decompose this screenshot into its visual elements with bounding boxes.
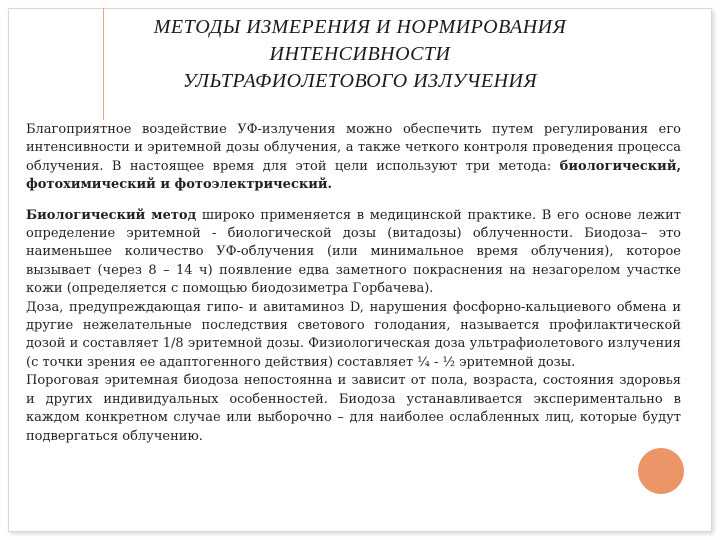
title-line-2: ИНТЕНСИВНОСТИ (269, 43, 451, 65)
title-accent-line (103, 8, 104, 120)
paragraph-threshold (26, 372, 681, 446)
paragraph-biological-text: широко применяется в медицинской практике. В его основе лежит определение эритемной - биологической дозы (витадозы) облученности. Биодоза– это наименьшее количество УФ-облучения (или минимальное время облучения), которое вызывает (через 8 – 14 ч) появление едва заметного покраснения на незагорелом участке кожи (определяется с помощью биодозиметра Горбачева). (26, 207, 681, 297)
paragraph-dose-text: Доза, предупреждающая гипо- и авитаминоз D, нарушения фосфорно-кальциевого обмена и другие нежелательные последствия светового голодания, называется профилактической дозой и составляет 1/8 эритемной дозы. Физиологическая доза ультрафиолетового излучения (с точки зрения ее адаптогенного действия) составляет ¼ - ½ эритемной дозы. (26, 299, 681, 370)
slide-body (26, 121, 681, 446)
paragraph-methods-text: Благоприятное воздействие УФ-излучения можно обеспечить путем регулирования его интенсивности и эритемной дозы облучения, а также четкого контроля проведения процесса облучения. В настоящее время для этой цели используют три метода: (26, 122, 681, 174)
paragraph-methods-bold: биологический, фотохимический и фотоэлектрический. (26, 158, 681, 193)
paragraph-dose (26, 299, 681, 373)
accent-circle (638, 448, 684, 494)
paragraph-biological (26, 207, 681, 299)
title-line-1: МЕТОДЫ ИЗМЕРЕНИЯ И НОРМИРОВАНИЯ (153, 16, 567, 38)
title-line-3: УЛЬТРАФИОЛЕТОВОГО ИЗЛУЧЕНИЯ (182, 70, 538, 92)
paragraph-threshold-text: Пороговая эритемная биодоза непостоянна и зависит от пола, возраста, состояния здоровья и других индивидуальных особенностей. Биодоза устанавливается экспериментально в каждом конкретном случае или выборочно – для наиболее ослабленных лиц, которые будут подвергаться облучению. (26, 373, 681, 444)
paragraph-biological-bold: Биологический метод (26, 207, 197, 223)
paragraph-methods (26, 121, 681, 195)
slide-title (105, 14, 615, 95)
